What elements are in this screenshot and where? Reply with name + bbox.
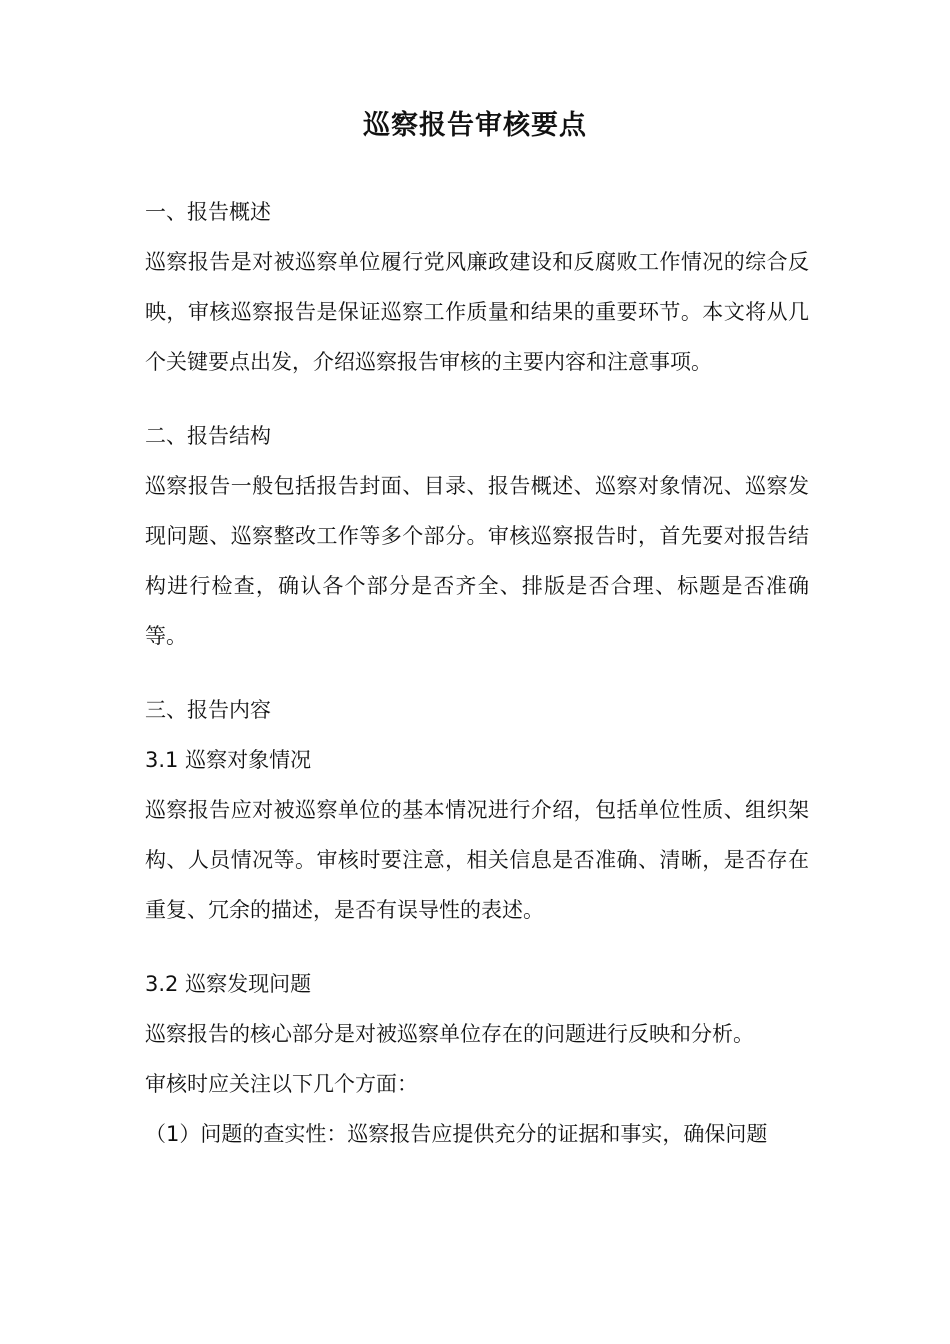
subsection-paragraph-target: 巡察报告应对被巡察单位的基本情况进行介绍，包括单位性质、组织架构、人员情况等。审核时要注意，相关信息是否准确、清晰，是否存在重复、冗余的描述，是否有误导性的表述。 (145, 798, 809, 922)
section-gap (145, 661, 809, 685)
section-paragraph-overview: 巡察报告是对被巡察单位履行党风廉政建设和反腐败工作情况的综合反映，审核巡察报告是保证巡察工作质量和结果的重要环节。本文将从几个关键要点出发，介绍巡察报告审核的主要内容和注意事项。 (145, 250, 809, 374)
section-heading-overview: 一、报告概述 (145, 200, 271, 224)
subsection-paragraph-focus: 审核时应关注以下几个方面： (145, 1072, 418, 1096)
subsection-heading-problems: 3.2 巡察发现问题 (145, 972, 312, 996)
section-gap (145, 387, 809, 411)
section-gap (145, 935, 809, 959)
section-heading-content: 三、报告内容 (145, 698, 271, 722)
document-body (145, 187, 809, 1159)
list-item-verifiability: （1）问题的查实性：巡察报告应提供充分的证据和事实，确保问题 (145, 1122, 768, 1146)
section-heading-structure: 二、报告结构 (145, 424, 271, 448)
page-title: 巡察报告审核要点 (363, 110, 587, 141)
subsection-paragraph-problems: 巡察报告的核心部分是对被巡察单位存在的问题进行反映和分析。 (145, 1022, 754, 1046)
section-paragraph-structure: 巡察报告一般包括报告封面、目录、报告概述、巡察对象情况、巡察发现问题、巡察整改工作等多个部分。审核巡察报告时，首先要对报告结构进行检查，确认各个部分是否齐全、排版是否合理、标题是否准确等。 (145, 474, 809, 648)
subsection-heading-target: 3.1 巡察对象情况 (145, 748, 312, 772)
